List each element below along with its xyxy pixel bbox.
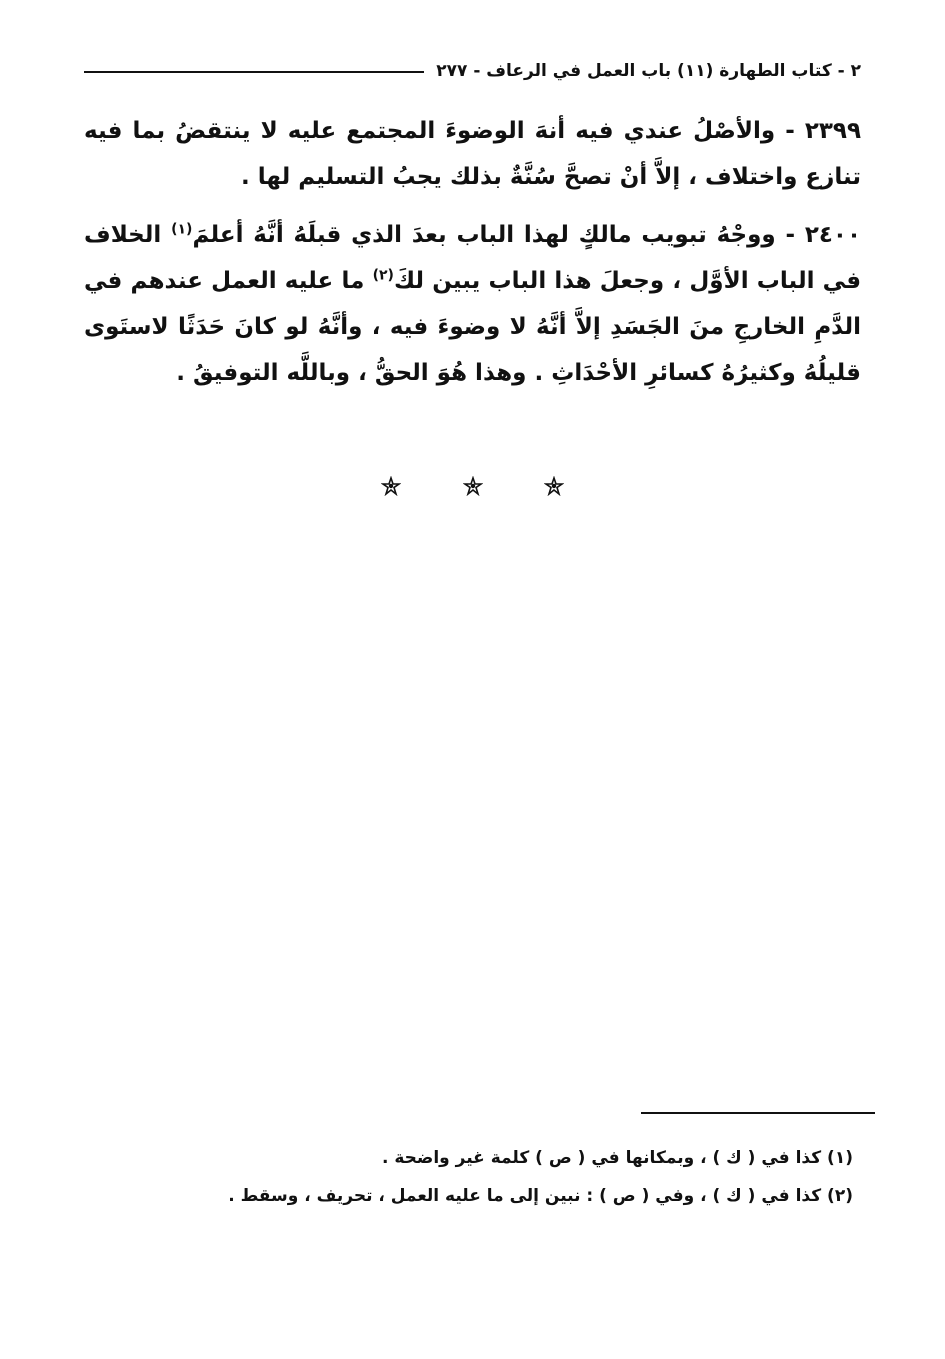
paragraph-text: - والأصْلُ عندي فيه أنهَ الوضوءَ المجتمع عليه لا ينتقضُ بما فيه تنازع واختلاف ، إلاَّ أنْ تصحَّ سُنَّةٌ بذلك يجبُ التسليم لها . xyxy=(84,118,861,190)
footnote-reference-1[interactable]: (١) xyxy=(171,221,193,238)
footnote-rule xyxy=(641,1112,875,1114)
footnotes xyxy=(84,1140,853,1216)
star-ornament-icon xyxy=(463,476,483,496)
paragraph-number: ٢٤٠٠ xyxy=(804,222,861,248)
running-header xyxy=(84,56,861,86)
header-rule xyxy=(84,71,424,73)
paragraph-text: - ووجْهُ تبويب مالكٍ لهذا الباب بعدَ الذي قبلَهُ أنَّهُ أعلمَ xyxy=(192,222,805,248)
footnote-2: (٢) كذا في ( ك ) ، وفي ( ص ) : نبين إلى ما عليه العمل ، تحريف ، وسقط . xyxy=(228,1186,853,1206)
star-ornament-icon xyxy=(381,476,401,496)
paragraph-2399 xyxy=(84,108,861,200)
footnote-reference-2[interactable]: (٢) xyxy=(372,267,394,284)
running-header-text: ٢ - كتاب الطهارة (١١) باب العمل في الرعاف - ٢٧٧ xyxy=(436,61,861,81)
section-separator xyxy=(0,476,945,500)
paragraph-2400 xyxy=(84,212,861,396)
paragraph-text: ما عليه العمل عندهم في الدَّمِ الخارجِ منَ الجَسَدِ إلاَّ أنَّهُ لا وضوءَ فيه ، وأنَّهُ لو كانَ حَدَثًا لاستَوى قليلُهُ وكثيرُهُ كسائرِ الأحْدَاثِ . وهذا هُوَ الحقُّ ، وباللَّه التوفيقُ . xyxy=(84,268,861,386)
paragraph-text: الخلاف في الباب الأوَّل ، وجعلَ هذا الباب يبين لكَ xyxy=(84,222,862,294)
star-ornament-icon xyxy=(544,476,564,496)
paragraph-number: ٢٣٩٩ xyxy=(804,118,861,144)
main-text xyxy=(84,108,861,408)
footnote-1: (١) كذا في ( ك ) ، وبمكانها في ( ص ) كلمة غير واضحة . xyxy=(381,1148,853,1168)
